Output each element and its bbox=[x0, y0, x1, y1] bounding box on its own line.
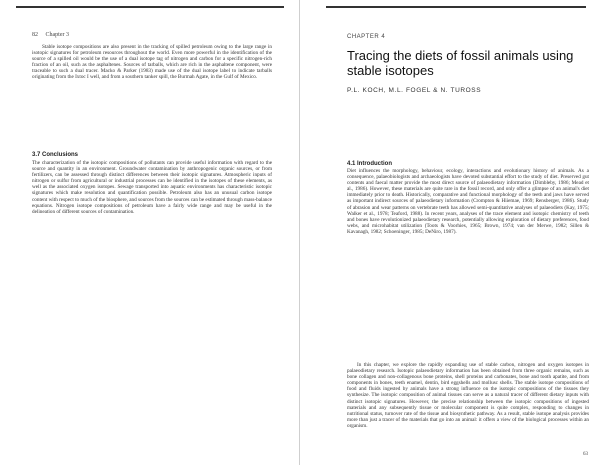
chapter-label: CHAPTER 4 bbox=[347, 34, 386, 40]
page-number-right: 63 bbox=[583, 452, 588, 457]
section-heading-conclusions: 3.7 Conclusions bbox=[32, 152, 79, 158]
page-number-left: 82 bbox=[32, 32, 38, 38]
introduction-paragraph-2: In this chapter, we explore the rapidly expanding use of stable carbon, nitrogen and oxygen isotopes in palaeodietary research. Isotopic palaeodietary information has been obtained from three organic remains, such as bone collagen and non-collagenous bone proteins, shell proteins and carbonates, bone and tooth apatite, and from components in bones, teeth enamel, dentin, bird eggshells and mollusc shells. The stable isotope compositions of food and fluids ingested by animals have a strong influence on the isotopic compositions of the tissues they synthesize. The isotopic composition of animal tissues can serve as a natural tracer of different dietary inputs with distinct isotopic signatures. However, the precise relationship between the isotopic compositions of ingested materials and any subsequently tissue or molecular component is quite complex, responding to changes in nutritional status, turnover rate of the tissue and biosynthetic pathway. As a result, stable isotope analysis provides more than just a tracer of the materials that go into an animal: it offers a view of the biological processes within an organism. bbox=[347, 362, 589, 429]
introduction-paragraph-1: Diet influences the morphology, behaviour, ecology, interactions and evolutionary history of animals. As a consequence, palaeobiologists and archaeologists have devoted substantial effort to the study of diet. Preserved gut contents and faecal matter provide the most direct source of palaeodietary information (Dimbleby, 1986; Mead et al., 1986). However, these materials are quite rare in the fossil record, and only offer a glimpse of an animal's diet immediately prior to death. Historically, comparative and functional morphology of the teeth and jaws have served as important indirect sources of palaeodietary information (Crompton & Hiiemae, 1969; Rensberger, 1986). Study of abrasion and wear patterns on vertebrate teeth has allowed semi-quantitative analyses of palaeodiets (Kay, 1975; Walker et al., 1978; Teaford, 1988). In recent years, analyses of the trace element and isotopic chemistry of teeth and bones have revolutionized palaeodietary research, potentially allowing exploration of dietary preferences, food webs, and microhabitat utilization (Toots & Voorhies, 1965; Brown, 1974; van der Merwe, 1982; Sillen & Kavanagh, 1982; Schoeninger, 1985; DeNiro, 1987). bbox=[347, 168, 589, 235]
chapter-authors: P.L. KOCH, M.L. FOGEL & N. TUROSS bbox=[347, 87, 482, 94]
running-head-left bbox=[32, 32, 69, 38]
chapter-title: Tracing the diets of fossil animals using stable isotopes bbox=[347, 48, 574, 78]
conclusions-paragraph: The characterization of the isotopic compositions of pollutants can provide useful information with regard to the source and quantity in an environment. Groundwater contamination by anthropogenic organic sources, or from fertilizers, can be assessed through distinct differences between their isotopic signatures. Atmospheric inputs of nitrogen or sulfur from agricultural or industrial processes can be identified in the isotopes of these elements, as well as the associated oxygen isotopes. Sewage transported into aquatic environments has characteristic isotopic signatures which make resolution and quantification possible. Petroleum also has an unusual carbon isotope content with respect to much of the biosphere, and sources from the sources can be estimated through mass-balance equations. Nitrogen isotope compositions of petroleum have a fairly wide range and may be useful in the delineation of different sources of contamination. bbox=[32, 160, 272, 215]
top-rule-left bbox=[16, 6, 284, 8]
right-page bbox=[300, 0, 600, 465]
section-heading-introduction: 4.1 Introduction bbox=[347, 161, 392, 167]
intro-paragraph: Stable isotope compositions are also present in the tracking of spilled petroleum owing to the large range in isotopic signatures for petroleum resources throughout the world. Even more powerful in the identification of the source of a spilled oil would be the use of a dual isotope tag of nitrogen and carbon for a specific nitrogen-rich fraction of an oil, such as the asphaltenes. Sources of tarballs, which are rich in the asphaltene component, were traceable to such a dual tracer. Macko & Parker (1983) made use of the dual isotope label to indicate tarballs originating from the Ixtoc I well, and from a southern tanker spill, the Burmah Agate, in the Gulf of Mexico. bbox=[32, 44, 272, 81]
top-rule-right bbox=[326, 6, 586, 8]
running-head-text: Chapter 3 bbox=[45, 32, 69, 38]
